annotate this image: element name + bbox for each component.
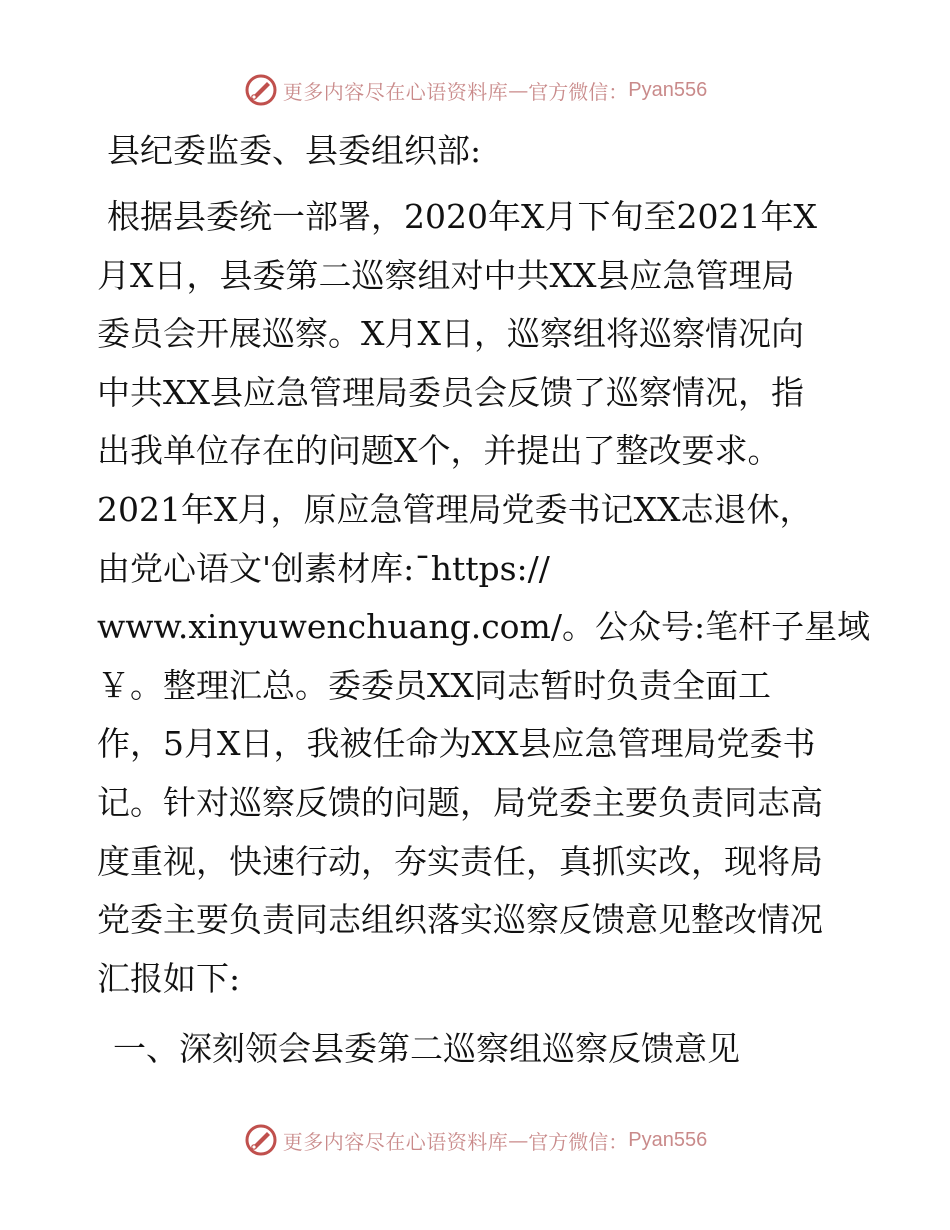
paragraph-line: www.xinyuwenchuang.com/。公众号:笔杆子星域 (97, 607, 871, 647)
brand-logo-icon (243, 1122, 279, 1158)
banner-separator: — (508, 1128, 529, 1152)
section-heading: 一、深刻领会县委第二巡察组巡察反馈意见 (113, 1029, 740, 1069)
paragraph-line: 出我单位存在的问题X个，并提出了整改要求。 (97, 431, 781, 471)
footer-watermark-banner (0, 1120, 950, 1160)
banner-slogan: 更多内容尽在心语资料库 (282, 1129, 509, 1154)
paragraph-line: 度重视，快速行动，夯实责任，真抓实改，现将局 (97, 841, 823, 881)
banner-wechat-id: Pyan556 (628, 1128, 708, 1151)
salutation: 县纪委监委、县委组织部: (107, 131, 482, 170)
paragraph-line: 根据县委统一部署，2020年X月下旬至2021年X (107, 197, 817, 236)
banner-wechat-label: 官方微信： (528, 79, 629, 104)
paragraph-line: 2021年X月，原应急管理局党委书记XX志退休， (97, 489, 813, 529)
paragraph-line: ￥。整理汇总。委委员XX同志暂时负责全面工 (97, 665, 771, 705)
paragraph-line: 月X日，县委第二巡察组对中共XX县应急管理局 (97, 255, 795, 295)
banner-slogan: 更多内容尽在心语资料库 (282, 79, 509, 104)
paragraph-line: 由党心语文'创素材库:¯https:// (97, 548, 550, 588)
document-body (97, 120, 871, 1078)
banner-wechat-id: Pyan556 (628, 78, 708, 101)
paragraph-line: 党委主要负责同志组织落实巡察反馈意见整改情况 (97, 900, 823, 940)
paragraph-line: 记。针对巡察反馈的问题，局党委主要负责同志高 (97, 782, 823, 822)
body-paragraph (97, 188, 871, 1008)
paragraph-line: 委员会开展巡察。X月X日，巡察组将巡察情况向 (97, 314, 804, 354)
paragraph-line: 中共XX县应急管理局委员会反馈了巡察情况，指 (97, 372, 804, 412)
header-watermark-banner (0, 70, 950, 110)
banner-separator: — (508, 78, 529, 102)
brand-logo-icon (243, 72, 279, 108)
paragraph-line: 作，5月X日，我被任命为XX县应急管理局党委书 (97, 724, 816, 764)
paragraph-line: 汇报如下: (97, 958, 241, 998)
banner-wechat-label: 官方微信： (528, 1129, 629, 1154)
